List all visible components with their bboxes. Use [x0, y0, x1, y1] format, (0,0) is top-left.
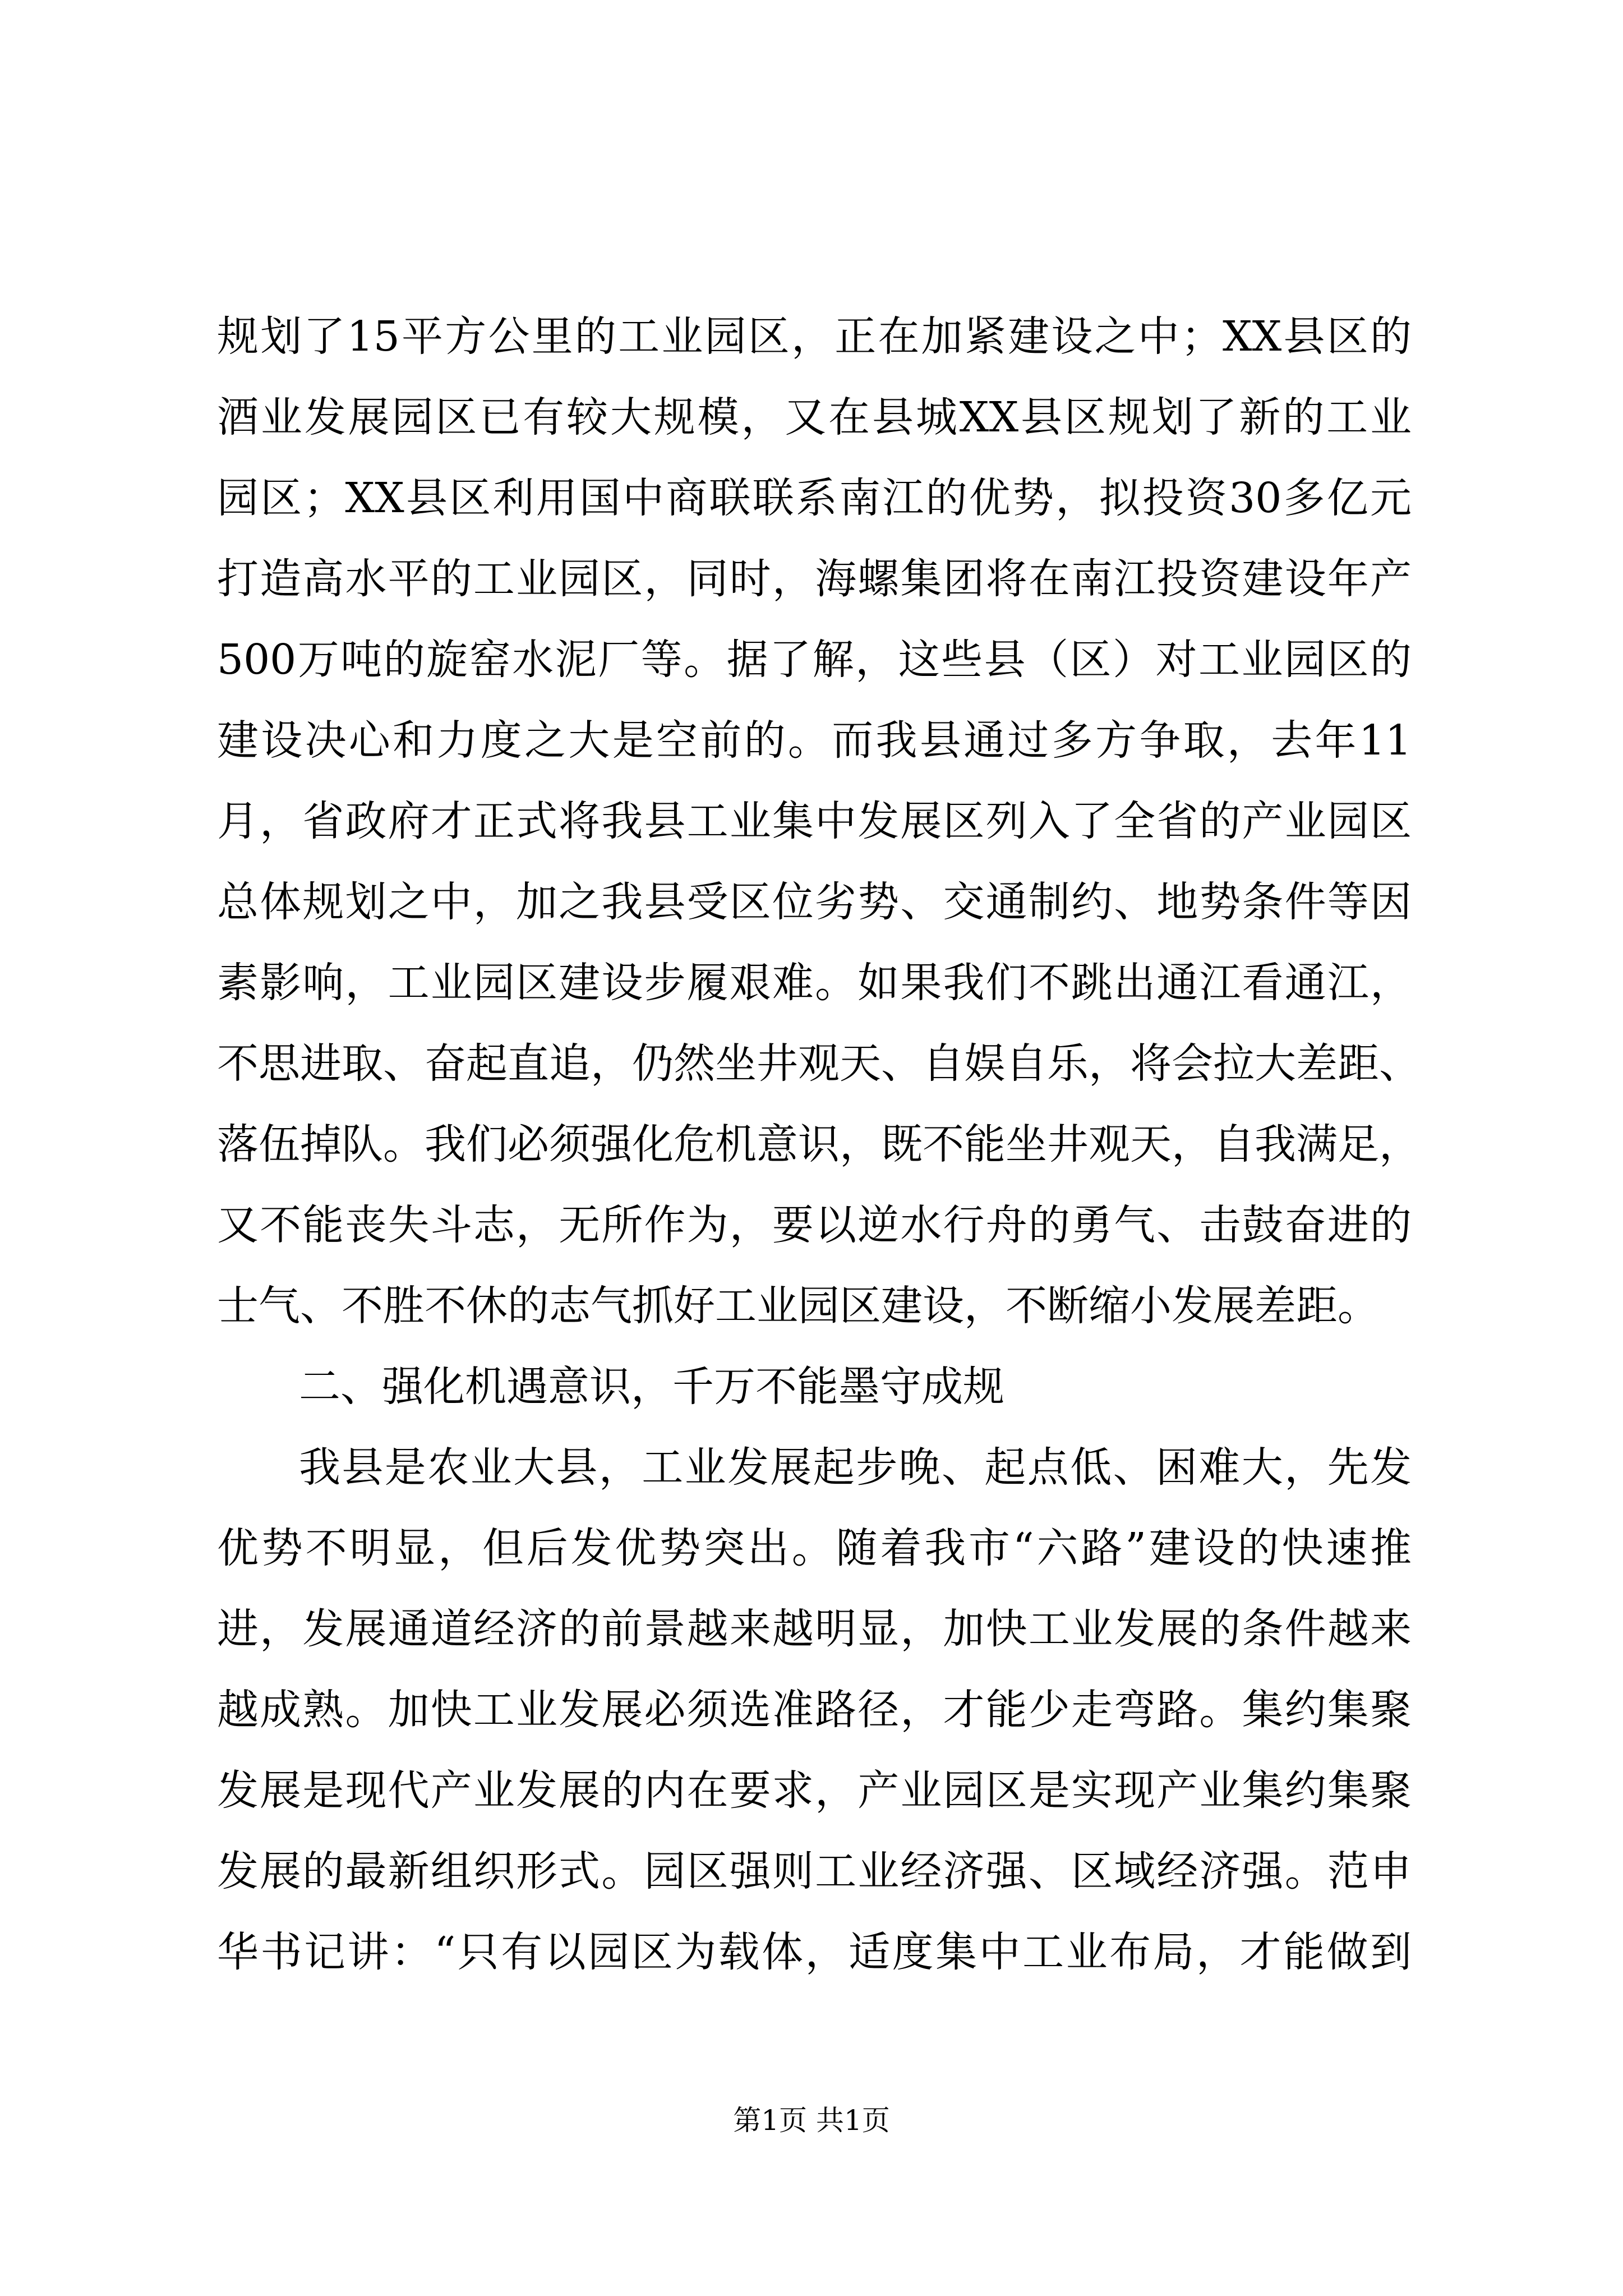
body-line-17: 进，发展通道经济的前景越来越明显，加快工业发展的条件越来	[217, 1605, 1412, 1653]
body-line-10: 不思进取、奋起直追，仍然坐井观天、自娱自乐，将会拉大差距、	[217, 1039, 1421, 1088]
body-line-4: 打造高水平的工业园区，同时，海螺集团将在南江投资建设年产	[217, 555, 1412, 603]
body-line-20: 发展的最新组织形式。园区强则工业经济强、区域经济强。范申	[217, 1847, 1412, 1895]
body-line-15: 我县是农业大县，工业发展起步晚、起点低、困难大，先发	[299, 1443, 1412, 1492]
section-heading: 二、强化机遇意识，千万不能墨守成规	[299, 1363, 1004, 1411]
body-line-9: 素影响，工业园区建设步履艰难。如果我们不跳出通江看通江，	[217, 959, 1412, 1007]
body-line-8: 总体规划之中，加之我县受区位劣势、交通制约、地势条件等因	[217, 878, 1412, 926]
body-line-6: 建设决心和力度之大是空前的。而我县通过多方争取，去年11	[217, 716, 1412, 765]
body-line-7: 月，省政府才正式将我县工业集中发展区列入了全省的产业园区	[217, 797, 1412, 845]
page-footer: 第1页 共1页	[733, 2104, 890, 2137]
body-line-2: 酒业发展园区已有较大规模，又在县城XX县区规划了新的工业	[217, 393, 1412, 441]
body-line-3: 园区；XX县区利用国中商联联系南江的优势，拟投资30多亿元	[217, 474, 1412, 522]
body-line-18: 越成熟。加快工业发展必须选准路径，才能少走弯路。集约集聚	[217, 1686, 1412, 1734]
body-line-21: 华书记讲：“只有以园区为载体，适度集中工业布局，才能做到	[217, 1928, 1412, 1976]
body-line-13: 士气、不胜不休的志气抓好工业园区建设，不断缩小发展差距。	[217, 1282, 1379, 1330]
body-line-5: 500万吨的旋窑水泥厂等。据了解，这些县（区）对工业园区的	[217, 636, 1412, 684]
body-line-12: 又不能丧失斗志，无所作为，要以逆水行舟的勇气、击鼓奋进的	[217, 1201, 1412, 1249]
body-line-19: 发展是现代产业发展的内在要求，产业园区是实现产业集约集聚	[217, 1766, 1412, 1815]
body-line-1: 规划了15平方公里的工业园区，正在加紧建设之中；XX县区的	[217, 312, 1412, 361]
body-line-11: 落伍掉队。我们必须强化危机意识，既不能坐井观天，自我满足，	[217, 1120, 1421, 1168]
body-line-16: 优势不明显，但后发优势突出。随着我市“六路”建设的快速推	[217, 1524, 1412, 1572]
